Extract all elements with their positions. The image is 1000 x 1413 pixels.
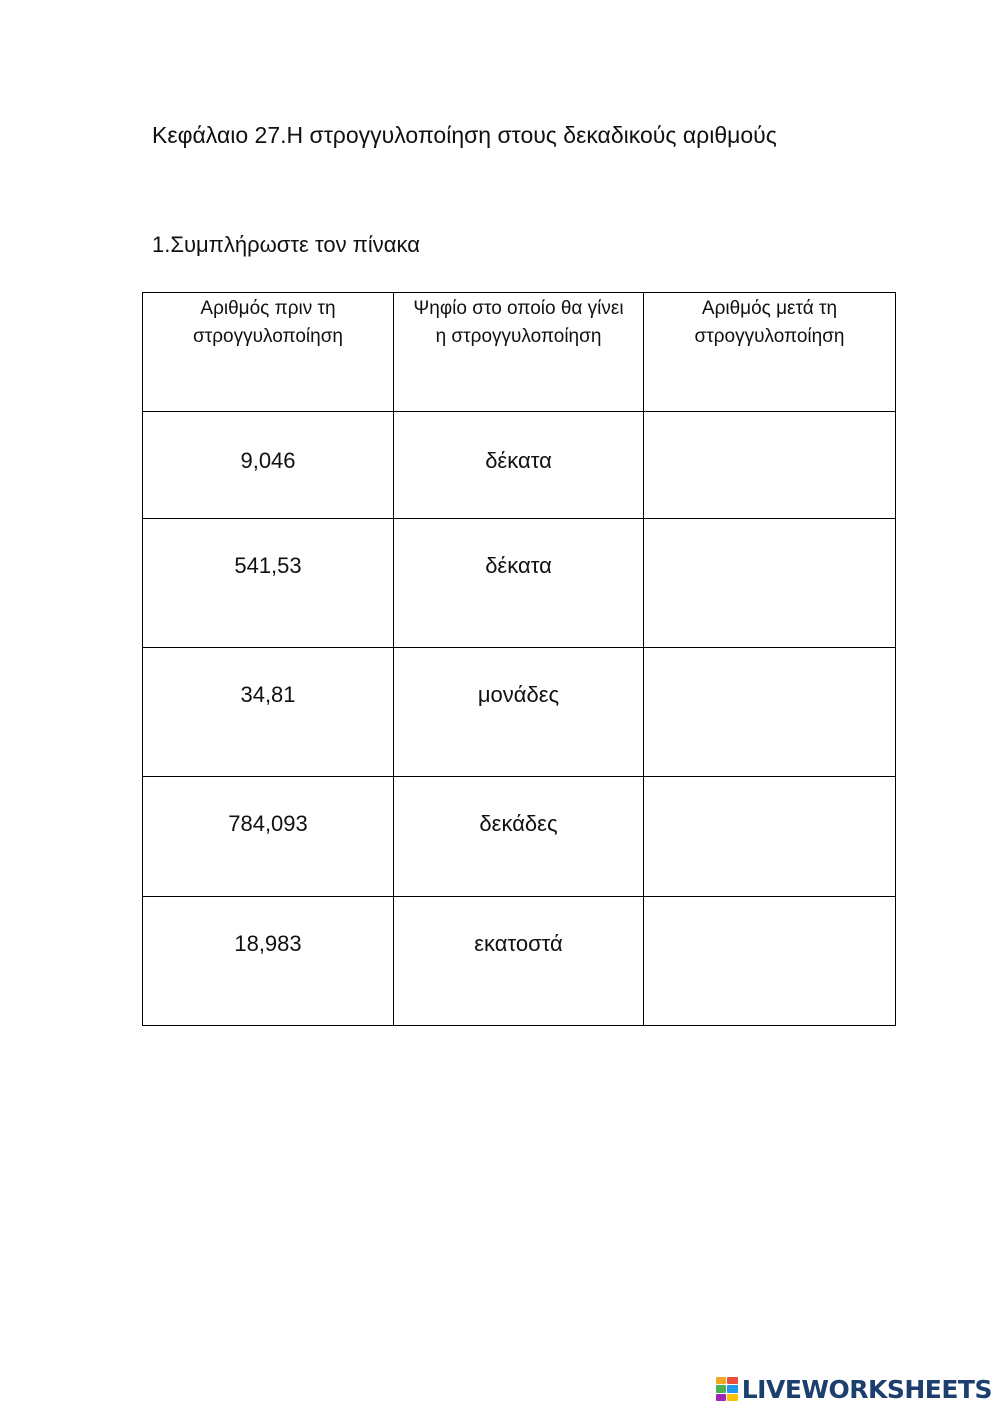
table-row bbox=[143, 412, 896, 519]
table-row bbox=[143, 897, 896, 1026]
digit-cell: δέκατα bbox=[394, 412, 644, 519]
digit-cell: μονάδες bbox=[394, 648, 644, 777]
answer-cell[interactable] bbox=[644, 519, 896, 648]
answer-cell[interactable] bbox=[644, 412, 896, 519]
header-number-after: Αριθμός μετά τη στρογγυλοποίηση bbox=[644, 293, 896, 412]
table-header-row bbox=[143, 293, 896, 412]
answer-cell[interactable] bbox=[644, 897, 896, 1026]
logo-text: LIVEWORKSHEETS bbox=[741, 1374, 992, 1404]
digit-cell: δέκατα bbox=[394, 519, 644, 648]
rounding-table bbox=[142, 292, 896, 1026]
table-row bbox=[143, 777, 896, 897]
table-row bbox=[143, 648, 896, 777]
digit-cell: δεκάδες bbox=[394, 777, 644, 897]
table-row bbox=[143, 519, 896, 648]
header-number-before: Αριθμός πριν τη στρογγυλοποίηση bbox=[143, 293, 394, 412]
digit-cell: εκατοστά bbox=[394, 897, 644, 1026]
worksheet-title: Κεφάλαιο 27.Η στρογγυλοποίηση στους δεκαδικούς αριθμούς bbox=[152, 122, 777, 148]
number-cell: 784,093 bbox=[143, 777, 394, 897]
number-cell: 18,983 bbox=[143, 897, 394, 1026]
liveworksheets-logo-icon bbox=[716, 1377, 738, 1401]
number-cell: 9,046 bbox=[143, 412, 394, 519]
answer-cell[interactable] bbox=[644, 648, 896, 777]
header-rounding-digit: Ψηφίο στο οποίο θα γίνει η στρογγυλοποίηση bbox=[394, 293, 644, 412]
liveworksheets-logo bbox=[716, 1375, 992, 1403]
number-cell: 541,53 bbox=[143, 519, 394, 648]
exercise-instruction: 1.Συμπλήρωστε τον πίνακα bbox=[152, 232, 420, 257]
number-cell: 34,81 bbox=[143, 648, 394, 777]
answer-cell[interactable] bbox=[644, 777, 896, 897]
